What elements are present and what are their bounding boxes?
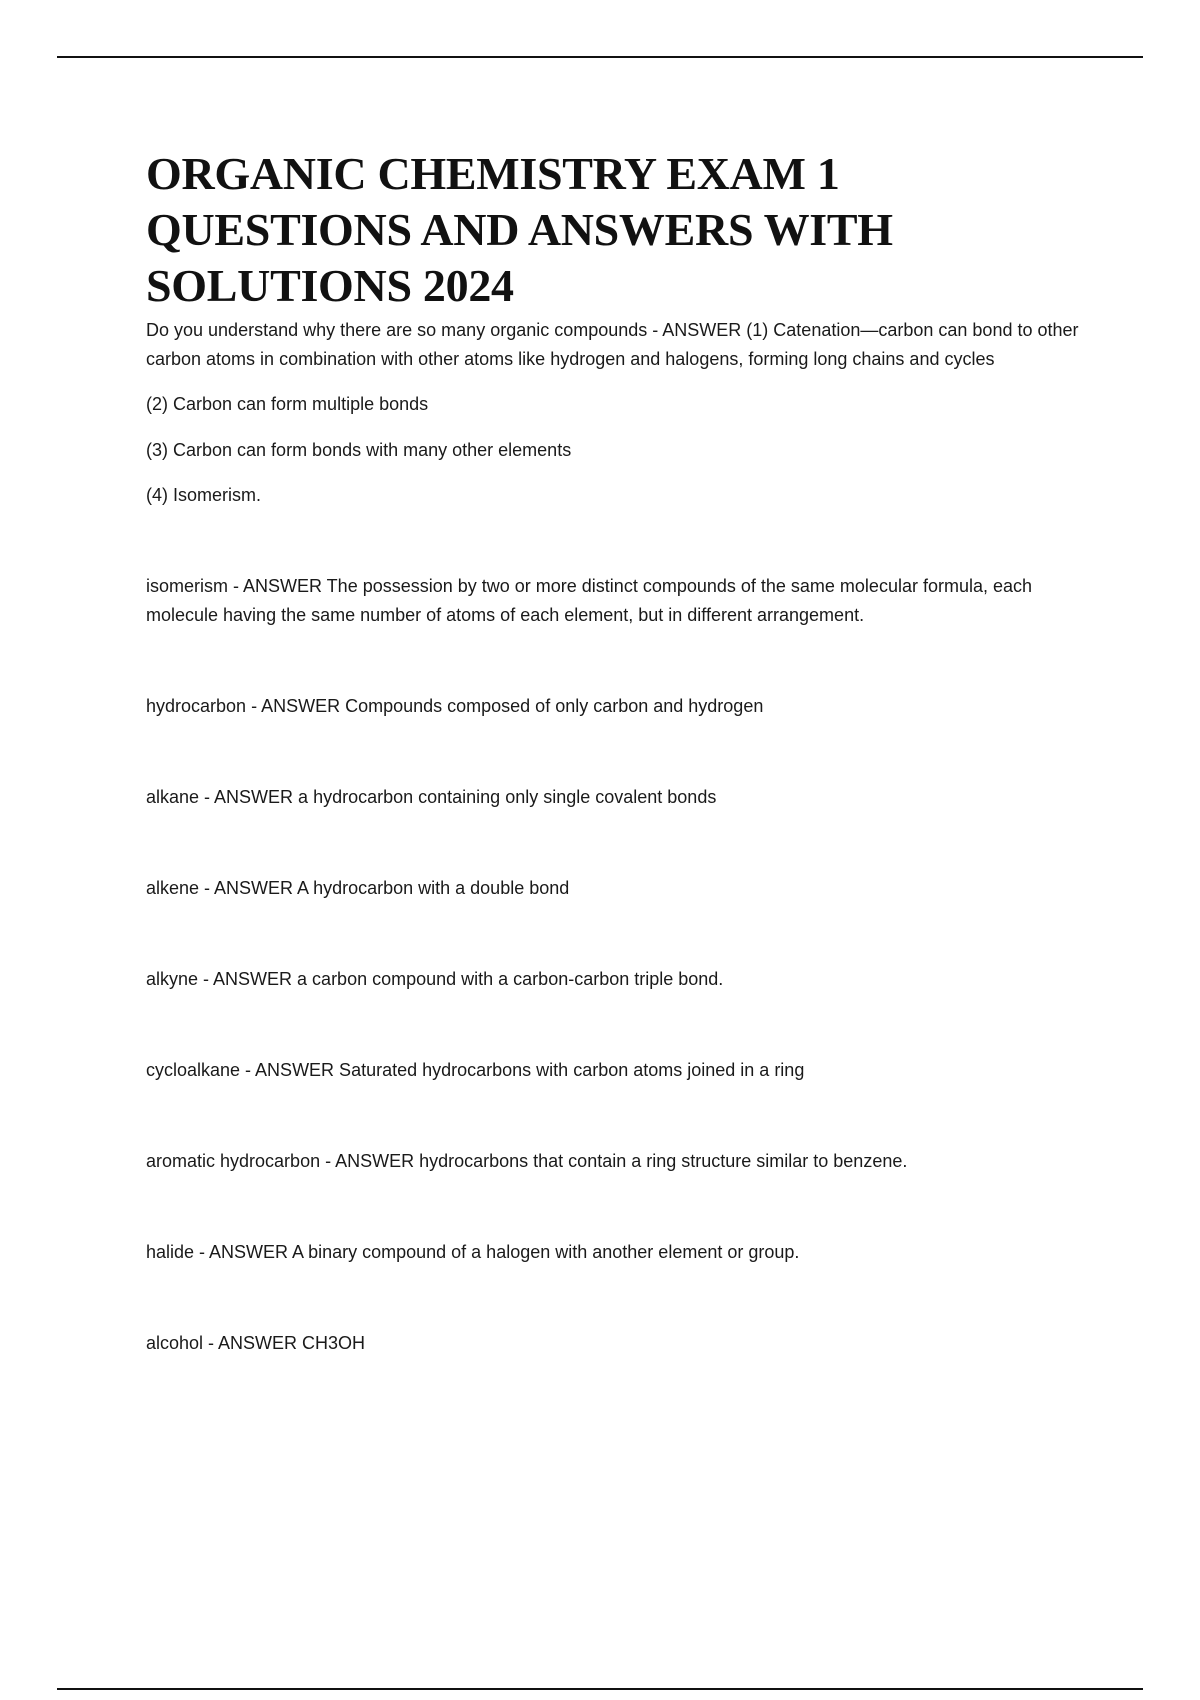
qa-entry-alkene: alkene - ANSWER A hydrocarbon with a double bond [146, 878, 570, 898]
qa-entry-hydrocarbon: hydrocarbon - ANSWER Compounds composed of only carbon and hydrogen [146, 696, 764, 716]
footer-divider [57, 1688, 1143, 1690]
qa-entry-isomerism: isomerism - ANSWER The possession by two or more distinct compounds of the same molecular formula, each molecule having the same number of atoms of each element, but in different arrangement. [146, 576, 1033, 625]
qa-entry-isomerism-point: (4) Isomerism. [146, 485, 262, 505]
title-line-3: SOLUTIONS 2024 [146, 260, 514, 311]
qa-entry-other-elements: (3) Carbon can form bonds with many other elements [146, 440, 572, 460]
qa-entry-halide: halide - ANSWER A binary compound of a halogen with another element or group. [146, 1242, 800, 1262]
qa-entry-alkyne: alkyne - ANSWER a carbon compound with a carbon-carbon triple bond. [146, 969, 724, 989]
qa-entry-alcohol: alcohol - ANSWER CH3OH [146, 1333, 366, 1353]
qa-entry-organic-compounds: Do you understand why there are so many organic compounds - ANSWER (1) Catenation—carbon can bond to other carbon atoms in combination with other atoms like hydrogen and halogens, forming long chains and cycles [146, 320, 1079, 369]
qa-entry-alkane: alkane - ANSWER a hydrocarbon containing only single covalent bonds [146, 787, 717, 807]
title-line-2: QUESTIONS AND ANSWERS WITH [146, 204, 893, 255]
qa-entry-cycloalkane: cycloalkane - ANSWER Saturated hydrocarbons with carbon atoms joined in a ring [146, 1060, 805, 1080]
document-body [146, 146, 1096, 1358]
title-line-1: ORGANIC CHEMISTRY EXAM 1 [146, 148, 840, 199]
document-title [146, 146, 1096, 314]
qa-entry-multiple-bonds: (2) Carbon can form multiple bonds [146, 394, 429, 414]
qa-entry-aromatic-hydrocarbon: aromatic hydrocarbon - ANSWER hydrocarbons that contain a ring structure similar to benzene. [146, 1151, 908, 1171]
header-divider [57, 56, 1143, 58]
